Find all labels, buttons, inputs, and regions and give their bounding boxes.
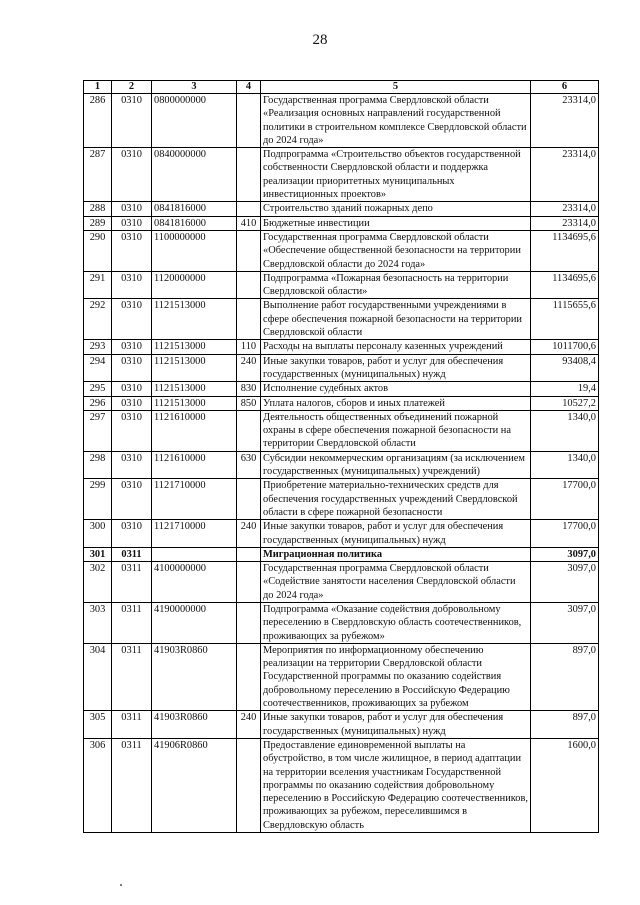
row-number: 303 bbox=[84, 602, 112, 643]
row-sum: 23314,0 bbox=[531, 94, 599, 148]
table-row bbox=[84, 216, 599, 230]
row-sum: 10527,2 bbox=[531, 396, 599, 410]
section-code: 0311 bbox=[112, 738, 152, 832]
row-name: Подпрограмма «Пожарная безопасность на территории Свердловской области» bbox=[261, 271, 531, 299]
row-sum: 3097,0 bbox=[531, 602, 599, 643]
row-name: Строительство зданий пожарных депо bbox=[261, 202, 531, 216]
section-code: 0310 bbox=[112, 410, 152, 451]
target-code: 41903R0860 bbox=[152, 711, 237, 739]
table-body bbox=[84, 94, 599, 833]
target-code: 4100000000 bbox=[152, 562, 237, 603]
row-sum: 23314,0 bbox=[531, 216, 599, 230]
row-number: 295 bbox=[84, 382, 112, 396]
table-row bbox=[84, 230, 599, 271]
section-code: 0310 bbox=[112, 396, 152, 410]
section-code: 0311 bbox=[112, 602, 152, 643]
expense-kind bbox=[237, 547, 261, 561]
table-row bbox=[84, 643, 599, 710]
table-row bbox=[84, 602, 599, 643]
section-code: 0310 bbox=[112, 202, 152, 216]
table-row bbox=[84, 94, 599, 148]
row-name: Приобретение материально-технических средств для обеспечения государственных учреждений Свердловской области в сфере пожарной безопасности bbox=[261, 479, 531, 520]
row-number: 291 bbox=[84, 271, 112, 299]
expense-kind: 630 bbox=[237, 451, 261, 479]
row-number: 298 bbox=[84, 451, 112, 479]
row-name: Миграционная политика bbox=[261, 547, 531, 561]
expense-kind: 240 bbox=[237, 711, 261, 739]
target-code: 1121710000 bbox=[152, 479, 237, 520]
table-row bbox=[84, 410, 599, 451]
row-sum: 93408,4 bbox=[531, 354, 599, 382]
target-code: 1121513000 bbox=[152, 340, 237, 354]
row-number: 300 bbox=[84, 520, 112, 548]
expense-kind bbox=[237, 643, 261, 710]
expense-kind bbox=[237, 602, 261, 643]
row-name: Выполнение работ государственными учреждениями в сфере обеспечения пожарной безопасности на территории Свердловской области bbox=[261, 299, 531, 340]
row-sum: 3097,0 bbox=[531, 547, 599, 561]
row-name: Уплата налогов, сборов и иных платежей bbox=[261, 396, 531, 410]
section-code: 0311 bbox=[112, 711, 152, 739]
row-name: Бюджетные инвестиции bbox=[261, 216, 531, 230]
row-number: 294 bbox=[84, 354, 112, 382]
row-sum: 1115655,6 bbox=[531, 299, 599, 340]
table-row bbox=[84, 451, 599, 479]
row-number: 290 bbox=[84, 230, 112, 271]
target-code: 1121610000 bbox=[152, 451, 237, 479]
row-name: Предоставление единовременной выплаты на обустройство, в том числе жилищное, в период адаптации на территории вселения участникам Государственной программы по оказанию содействия добровольному переселению в Российскую Федерацию соотечественников, проживающих за рубежом, переселившимся в Свердловскую область bbox=[261, 738, 531, 832]
section-code: 0310 bbox=[112, 520, 152, 548]
row-number: 286 bbox=[84, 94, 112, 148]
table-row bbox=[84, 271, 599, 299]
row-sum: 1340,0 bbox=[531, 451, 599, 479]
section-code: 0311 bbox=[112, 562, 152, 603]
section-code: 0310 bbox=[112, 216, 152, 230]
row-sum: 19,4 bbox=[531, 382, 599, 396]
row-number: 306 bbox=[84, 738, 112, 832]
section-code: 0311 bbox=[112, 643, 152, 710]
target-code: 1121610000 bbox=[152, 410, 237, 451]
row-sum: 3097,0 bbox=[531, 562, 599, 603]
row-sum: 897,0 bbox=[531, 711, 599, 739]
expense-kind: 110 bbox=[237, 340, 261, 354]
row-name: Расходы на выплаты персоналу казенных учреждений bbox=[261, 340, 531, 354]
header-col-6: 6 bbox=[531, 81, 599, 94]
page-number: 28 bbox=[312, 32, 328, 48]
row-number: 288 bbox=[84, 202, 112, 216]
target-code: 1121513000 bbox=[152, 382, 237, 396]
row-name: Деятельность общественных объединений пожарной охраны в сфере обеспечения пожарной безопасности на территории Свердловской области bbox=[261, 410, 531, 451]
row-number: 304 bbox=[84, 643, 112, 710]
table-row bbox=[84, 396, 599, 410]
table-row bbox=[84, 299, 599, 340]
row-number: 292 bbox=[84, 299, 112, 340]
row-name: Подпрограмма «Оказание содействия добровольному переселению в Свердловскую область соотечественников, проживающих за рубежом» bbox=[261, 602, 531, 643]
table-row bbox=[84, 562, 599, 603]
table-row bbox=[84, 382, 599, 396]
row-sum: 1600,0 bbox=[531, 738, 599, 832]
row-sum: 1011700,6 bbox=[531, 340, 599, 354]
row-number: 289 bbox=[84, 216, 112, 230]
row-name: Иные закупки товаров, работ и услуг для обеспечения государственных (муниципальных) нужд bbox=[261, 354, 531, 382]
table-row bbox=[84, 202, 599, 216]
row-sum: 17700,0 bbox=[531, 520, 599, 548]
expense-kind: 830 bbox=[237, 382, 261, 396]
section-code: 0310 bbox=[112, 94, 152, 148]
target-code: 0840000000 bbox=[152, 148, 237, 202]
target-code: 1121513000 bbox=[152, 354, 237, 382]
target-code: 0841816000 bbox=[152, 202, 237, 216]
target-code: 0841816000 bbox=[152, 216, 237, 230]
header-col-4: 4 bbox=[237, 81, 261, 94]
section-code: 0310 bbox=[112, 382, 152, 396]
row-sum: 1340,0 bbox=[531, 410, 599, 451]
row-name: Государственная программа Свердловской области «Содействие занятости населения Свердловской области до 2024 года» bbox=[261, 562, 531, 603]
section-code: 0310 bbox=[112, 271, 152, 299]
row-number: 293 bbox=[84, 340, 112, 354]
row-number: 287 bbox=[84, 148, 112, 202]
section-code: 0310 bbox=[112, 451, 152, 479]
table-row bbox=[84, 340, 599, 354]
row-name: Субсидии некоммерческим организациям (за исключением государственных (муниципальных) учреждений) bbox=[261, 451, 531, 479]
table-row bbox=[84, 738, 599, 832]
header-col-5: 5 bbox=[261, 81, 531, 94]
expense-kind bbox=[237, 299, 261, 340]
expense-kind: 850 bbox=[237, 396, 261, 410]
expense-kind bbox=[237, 230, 261, 271]
row-number: 299 bbox=[84, 479, 112, 520]
section-code: 0310 bbox=[112, 148, 152, 202]
row-name: Иные закупки товаров, работ и услуг для обеспечения государственных (муниципальных) нужд bbox=[261, 711, 531, 739]
target-code: 1121513000 bbox=[152, 299, 237, 340]
row-name: Исполнение судебных актов bbox=[261, 382, 531, 396]
expense-kind bbox=[237, 410, 261, 451]
row-sum: 23314,0 bbox=[531, 148, 599, 202]
table-row bbox=[84, 354, 599, 382]
row-sum: 1134695,6 bbox=[531, 230, 599, 271]
target-code: 41903R0860 bbox=[152, 643, 237, 710]
expense-kind bbox=[237, 202, 261, 216]
table-row bbox=[84, 148, 599, 202]
expense-kind bbox=[237, 148, 261, 202]
expense-kind bbox=[237, 271, 261, 299]
table-row bbox=[84, 479, 599, 520]
header-col-3: 3 bbox=[152, 81, 237, 94]
row-name: Государственная программа Свердловской области «Обеспечение общественной безопасности на территории Свердловской области до 2024 года» bbox=[261, 230, 531, 271]
expense-kind bbox=[237, 562, 261, 603]
target-code: 4190000000 bbox=[152, 602, 237, 643]
row-sum: 897,0 bbox=[531, 643, 599, 710]
section-code: 0310 bbox=[112, 299, 152, 340]
target-code: 41906R0860 bbox=[152, 738, 237, 832]
row-number: 296 bbox=[84, 396, 112, 410]
scan-dot bbox=[120, 884, 122, 886]
row-number: 302 bbox=[84, 562, 112, 603]
expense-kind bbox=[237, 738, 261, 832]
section-code: 0310 bbox=[112, 340, 152, 354]
table-row bbox=[84, 520, 599, 548]
target-code: 1100000000 bbox=[152, 230, 237, 271]
row-name: Мероприятия по информационному обеспечению реализации на территории Свердловской области Государственной программы по оказанию содействия добровольному переселению в Российскую Федерацию соотечественников, проживающих за рубежом bbox=[261, 643, 531, 710]
row-number: 297 bbox=[84, 410, 112, 451]
expense-kind bbox=[237, 94, 261, 148]
table-header-row bbox=[84, 81, 599, 94]
row-sum: 23314,0 bbox=[531, 202, 599, 216]
section-code: 0310 bbox=[112, 354, 152, 382]
header-col-1: 1 bbox=[84, 81, 112, 94]
row-name: Подпрограмма «Строительство объектов государственной собственности Свердловской области и поддержка реализации приоритетных муниципальных инвестиционных проектов» bbox=[261, 148, 531, 202]
row-number: 301 bbox=[84, 547, 112, 561]
target-code: 1121710000 bbox=[152, 520, 237, 548]
target-code bbox=[152, 547, 237, 561]
expense-kind: 240 bbox=[237, 520, 261, 548]
budget-table bbox=[83, 80, 599, 833]
table-row bbox=[84, 711, 599, 739]
row-sum: 1134695,6 bbox=[531, 271, 599, 299]
section-code: 0310 bbox=[112, 479, 152, 520]
row-number: 305 bbox=[84, 711, 112, 739]
row-name: Государственная программа Свердловской области «Реализация основных направлений государственной политики в строительном комплексе Свердловской области до 2024 года» bbox=[261, 94, 531, 148]
target-code: 1121513000 bbox=[152, 396, 237, 410]
expense-kind bbox=[237, 479, 261, 520]
row-sum: 17700,0 bbox=[531, 479, 599, 520]
row-name: Иные закупки товаров, работ и услуг для обеспечения государственных (муниципальных) нужд bbox=[261, 520, 531, 548]
section-code: 0311 bbox=[112, 547, 152, 561]
header-col-2: 2 bbox=[112, 81, 152, 94]
target-code: 1120000000 bbox=[152, 271, 237, 299]
target-code: 0800000000 bbox=[152, 94, 237, 148]
table-row bbox=[84, 547, 599, 561]
section-code: 0310 bbox=[112, 230, 152, 271]
expense-kind: 240 bbox=[237, 354, 261, 382]
expense-kind: 410 bbox=[237, 216, 261, 230]
